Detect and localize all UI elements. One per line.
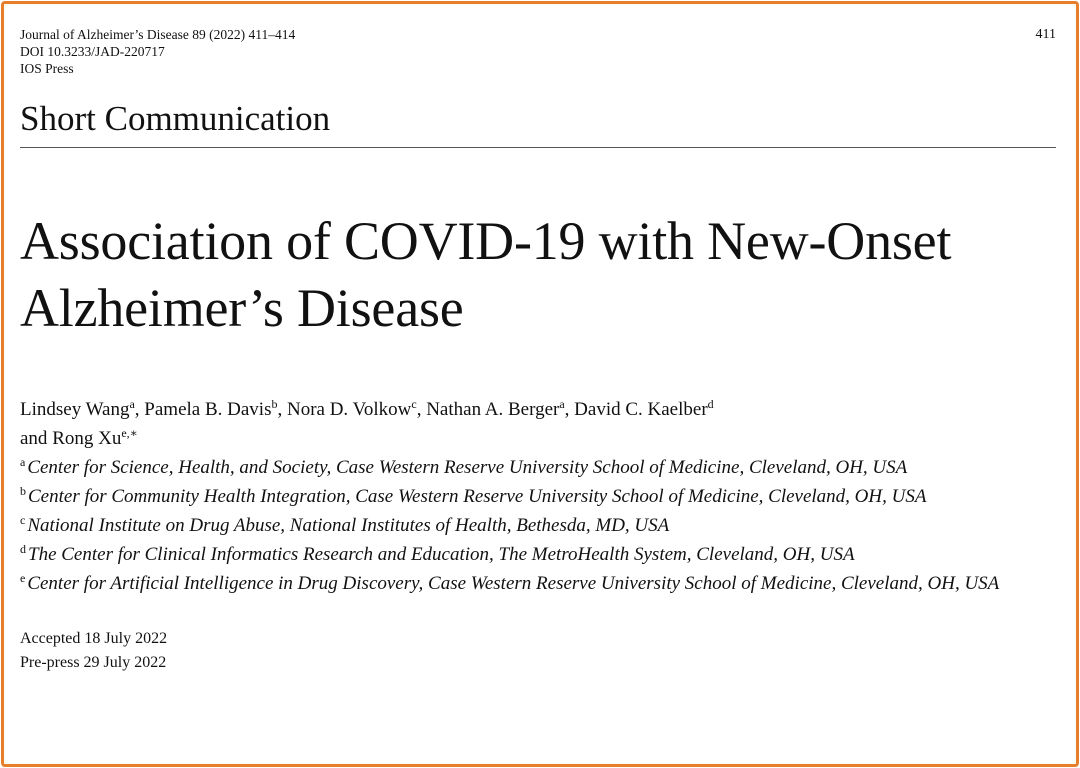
affiliation-text: Center for Science, Health, and Society, Case Western Reserve University School of Medicine, Cleveland, OH, USA bbox=[27, 457, 908, 478]
author-name: Rong Xu bbox=[52, 428, 122, 449]
affiliation-item bbox=[20, 541, 1056, 570]
affiliation-item bbox=[20, 570, 1056, 599]
affiliation-mark: e bbox=[20, 571, 26, 585]
author-affiliation-mark: b bbox=[271, 397, 278, 411]
affiliation-item bbox=[20, 512, 1056, 541]
page-frame bbox=[1, 1, 1079, 767]
paper-page bbox=[20, 26, 1056, 675]
page-number: 411 bbox=[1035, 27, 1056, 42]
author-name: David C. Kaelber bbox=[574, 399, 708, 420]
author-name: Pamela B. Davis bbox=[144, 399, 272, 420]
header-rule bbox=[20, 147, 1056, 148]
author-separator: , bbox=[134, 399, 145, 420]
author-affiliation-mark: d bbox=[707, 397, 714, 411]
author-conjunction: and bbox=[20, 428, 53, 449]
section-label: Short Communication bbox=[20, 99, 331, 138]
prepress-date: Pre-press 29 July 2022 bbox=[20, 654, 167, 671]
author-affiliation-mark: a bbox=[129, 397, 135, 411]
author-separator: , bbox=[277, 399, 287, 420]
accepted-date: Accepted 18 July 2022 bbox=[20, 630, 168, 647]
journal-header bbox=[20, 26, 1056, 77]
affiliation-text: The Center for Clinical Informatics Research and Education, The MetroHealth System, Cleveland, OH, USA bbox=[28, 544, 855, 565]
journal-citation: Journal of Alzheimer’s Disease 89 (2022) 411–414 bbox=[20, 27, 296, 42]
author-list bbox=[20, 396, 1056, 454]
author-affiliation-mark: e,∗ bbox=[121, 426, 138, 440]
title-line-1: Association of COVID-19 with New-Onset bbox=[20, 211, 952, 271]
author-name: Nora D. Volkow bbox=[286, 399, 412, 420]
title-line-2: Alzheimer’s Disease bbox=[20, 278, 464, 338]
author-name: Nathan A. Berger bbox=[426, 399, 560, 420]
publisher-line: IOS Press bbox=[20, 61, 74, 76]
author-name: Lindsey Wang bbox=[20, 399, 130, 420]
affiliation-list bbox=[20, 454, 1056, 599]
affiliation-mark: b bbox=[20, 484, 26, 498]
affiliation-mark: d bbox=[20, 542, 26, 556]
affiliation-item bbox=[20, 454, 1056, 483]
author-affiliation-mark: a bbox=[559, 397, 565, 411]
doi-line: DOI 10.3233/JAD-220717 bbox=[20, 44, 165, 59]
affiliation-text: Center for Community Health Integration, Case Western Reserve University School of Medicine, Cleveland, OH, USA bbox=[28, 486, 927, 507]
author-separator: , bbox=[564, 399, 575, 420]
affiliation-item bbox=[20, 483, 1056, 512]
affiliation-mark: c bbox=[20, 513, 26, 527]
affiliation-text: Center for Artificial Intelligence in Drug Discovery, Case Western Reserve University School of Medicine, Cleveland, OH, USA bbox=[27, 573, 1000, 594]
author-separator: , bbox=[416, 399, 427, 420]
affiliation-mark: a bbox=[20, 455, 26, 469]
affiliation-text: National Institute on Drug Abuse, National Institutes of Health, Bethesda, MD, USA bbox=[27, 515, 670, 536]
publication-dates bbox=[20, 627, 1056, 675]
author-affiliation-mark: c bbox=[411, 397, 417, 411]
article-title bbox=[20, 208, 1056, 342]
